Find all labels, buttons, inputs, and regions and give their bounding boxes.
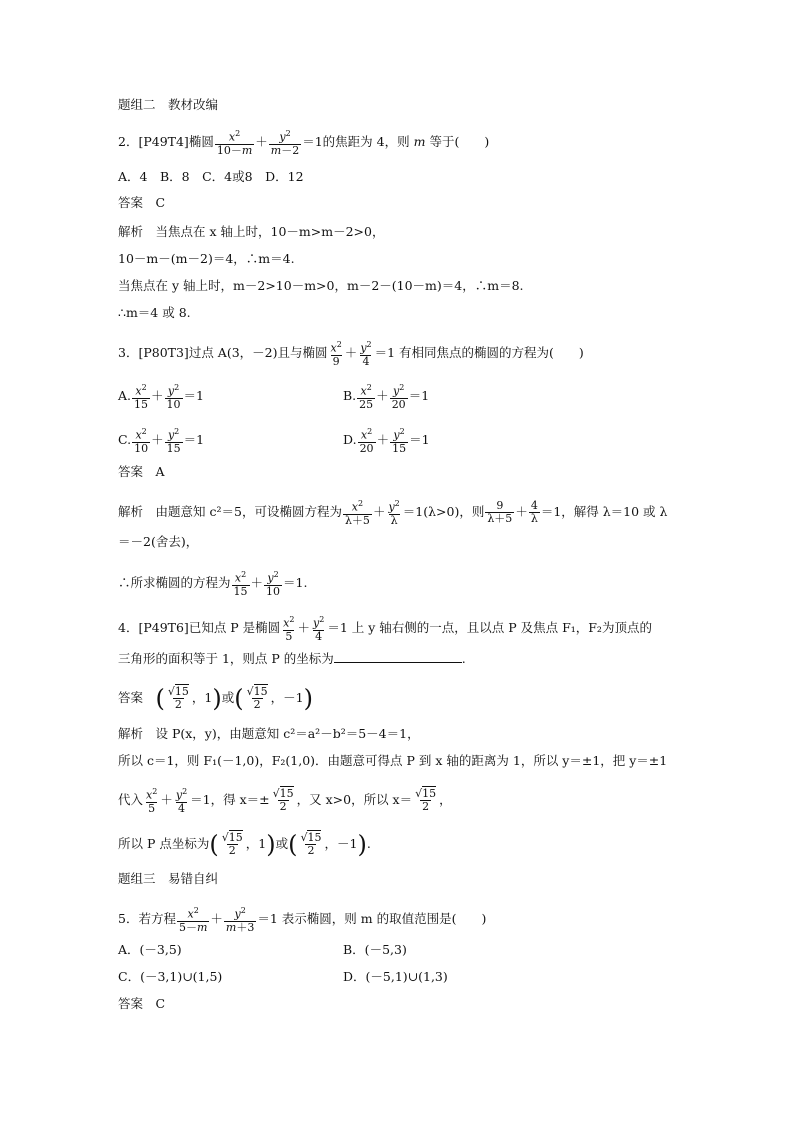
question-5-option-a: A．(－3,5)	[118, 942, 182, 957]
question-5-option-c: C．(－3,1)∪(1,5)	[118, 969, 223, 984]
question-2-analysis-line-4: ∴m＝4 或 8.	[118, 305, 191, 320]
question-2-stem: 2．[P49T4]椭圆 $\frac{x^2}{10-m}$ ＋ $\frac{y^2}{m-2}$ ＝1的焦距为 4，则 m 等于( )	[118, 129, 490, 157]
question-3-stem: 3．[P80T3]过点 A(3，－2)且与椭圆 $\frac{x^2}{9}$ ＋ $\frac{y^2}{4}$ ＝1 有相同焦点的椭圆的方程为( )	[118, 340, 584, 368]
answer-blank[interactable]	[334, 650, 462, 663]
question-3-option-b: B. $\frac{x^2}{25}$ ＋ $\frac{y^2}{20}$ ＝1	[343, 383, 430, 411]
question-2-options: A．4 B．8 C．4或8 D．12	[118, 169, 304, 184]
question-2-answer: 答案 C	[118, 195, 166, 210]
group3-title: 题组三 易错自纠	[118, 871, 219, 886]
question-3-option-c: C. $\frac{x^2}{10}$ ＋ $\frac{y^2}{15}$ ＝1	[118, 427, 205, 455]
question-4-answer: 答案 ( $\frac{√15}{2}$ ，1)或( $\frac{√15}{2}$ ，－1)	[118, 684, 313, 713]
question-4-analysis-line-2: 所以 c＝1，则 F₁(－1,0)，F₂(1,0)．由题意可得点 P 到 x 轴的距离为 1，所以 y＝±1，把 y＝±1	[118, 753, 668, 768]
question-5-option-d: D．(－5,1)∪(1,3)	[343, 969, 448, 984]
question-4-analysis-line-1: 解析 设 P(x，y)，由题意知 c²＝a²－b²＝5－4＝1，	[118, 726, 420, 741]
question-5-option-b: B．(－5,3)	[343, 942, 407, 957]
question-3-option-d: D. $\frac{x^2}{20}$ ＋ $\frac{y^2}{15}$ ＝1	[343, 427, 430, 455]
question-2-analysis-line-1: 解析 当焦点在 x 轴上时，10－m>m－2>0，	[118, 224, 385, 239]
question-3-analysis-line-3: ∴所求椭圆的方程为 $\frac{x^2}{15}$ ＋ $\frac{y^2}{10}$ ＝1.	[118, 570, 308, 598]
question-2-analysis-line-2: 10－m－(m－2)＝4，∴m＝4.	[118, 251, 295, 266]
question-2-analysis-line-3: 当焦点在 y 轴上时，m－2>10－m>0，m－2－(10－m)＝4，∴m＝8.	[118, 278, 524, 293]
question-5-stem: 5．若方程 $\frac{x^2}{5-m}$ ＋ $\frac{y^2}{m+3}$ ＝1 表示椭圆，则 m 的取值范围是( )	[118, 906, 487, 934]
question-3-analysis-line-2: ＝－2(舍去)，	[118, 534, 199, 549]
question-3-answer: 答案 A	[118, 464, 165, 479]
question-4-stem: 4．[P49T6]已知点 P 是椭圆 $\frac{x^2}{5}$ ＋ $\frac{y^2}{4}$ ＝1 上 y 轴右侧的一点，且以点 P 及焦点 F₁，F₂为顶点的	[118, 615, 652, 643]
question-3-option-a: A. $\frac{x^2}{15}$ ＋ $\frac{y^2}{10}$ ＝1	[118, 383, 204, 411]
question-5-answer: 答案 C	[118, 996, 166, 1011]
group2-title: 题组二 教材改编	[118, 97, 219, 112]
question-4-stem-line-2: 三角形的面积等于 1，则点 P 的坐标为 .	[118, 651, 466, 666]
question-4-analysis-line-3: 代入 $\frac{x^2}{5}$ ＋ $\frac{y^2}{4}$ ＝1，得 x＝± $\frac{√15}{2}$ ，又 x>0，所以 x＝ $\frac{√15}{2}$ ，	[118, 786, 452, 815]
question-4-analysis-line-4: 所以 P 点坐标为( $\frac{√15}{2}$ ，1)或( $\frac{√15}{2}$ ，－1).	[118, 830, 371, 859]
question-3-analysis-line-1: 解析 由题意知 c²＝5，可设椭圆方程为 $\frac{x^2}{\lambda+5}$ ＋ $\frac{y^2}{\lambda}$ ＝1(λ>0)，则 $\frac{9}{\lambda+5}$ ＋ $\frac{4}{\lambda}$ ＝1，解得 λ＝10 或 λ	[118, 498, 668, 527]
